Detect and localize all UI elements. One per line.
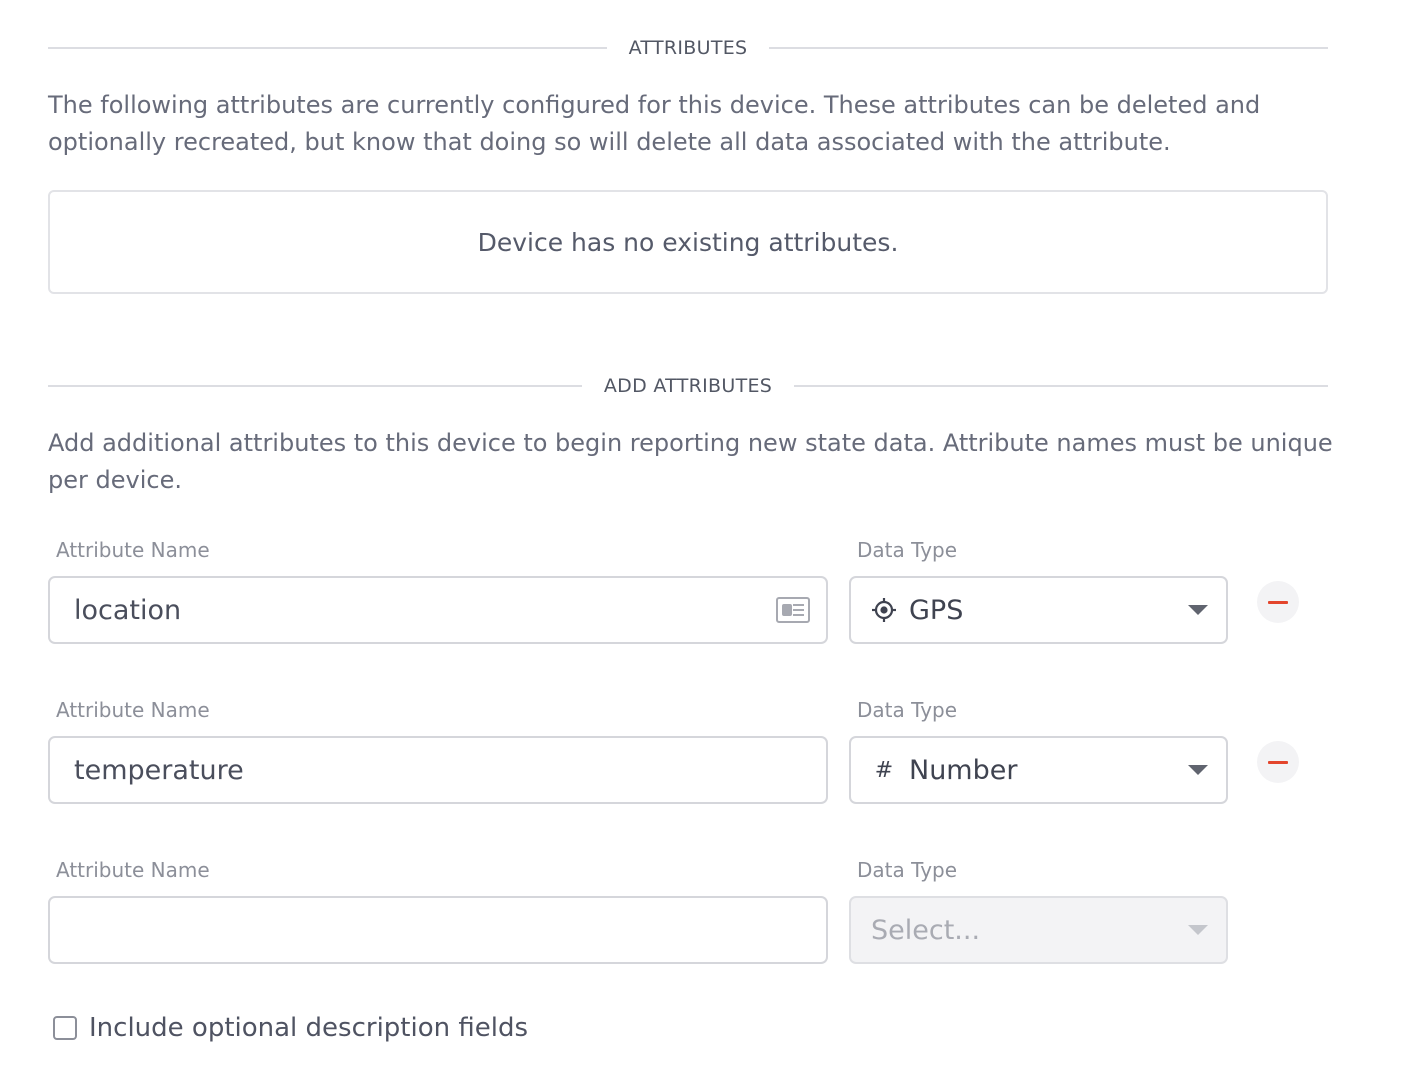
data-type-value: GPS bbox=[909, 594, 964, 626]
attribute-row bbox=[0, 538, 1410, 668]
crosshair-icon bbox=[871, 597, 897, 623]
attribute-name-label: Attribute Name bbox=[56, 698, 210, 722]
data-type-select[interactable] bbox=[849, 576, 1228, 644]
existing-attributes-empty-state bbox=[48, 190, 1328, 294]
attributes-section-title: ATTRIBUTES bbox=[628, 37, 748, 59]
attribute-name-input[interactable] bbox=[48, 736, 828, 804]
attribute-name-input[interactable] bbox=[48, 576, 828, 644]
attribute-name-input[interactable] bbox=[48, 896, 828, 964]
data-type-label: Data Type bbox=[857, 698, 958, 722]
data-type-placeholder: Select... bbox=[871, 914, 981, 946]
attribute-name-value: location bbox=[74, 594, 182, 626]
hash-icon: # bbox=[874, 757, 894, 783]
remove-attribute-button[interactable] bbox=[1257, 581, 1299, 623]
divider-line bbox=[48, 47, 607, 49]
include-description-label[interactable]: Include optional description fields bbox=[89, 1013, 529, 1043]
attributes-section-header bbox=[48, 33, 1328, 63]
empty-state-message: Device has no existing attributes. bbox=[477, 227, 899, 257]
divider-line bbox=[769, 47, 1328, 49]
include-description-checkbox[interactable] bbox=[53, 1016, 77, 1040]
data-type-select[interactable] bbox=[849, 736, 1228, 804]
data-type-select[interactable] bbox=[849, 896, 1228, 964]
contact-card-icon bbox=[776, 597, 810, 623]
divider-line bbox=[794, 385, 1328, 387]
chevron-down-icon bbox=[1188, 605, 1208, 615]
data-type-label: Data Type bbox=[857, 858, 958, 882]
attribute-name-label: Attribute Name bbox=[56, 858, 210, 882]
attribute-name-label: Attribute Name bbox=[56, 538, 210, 562]
chevron-down-icon bbox=[1188, 765, 1208, 775]
add-attributes-section-header bbox=[48, 371, 1328, 401]
minus-icon bbox=[1268, 761, 1288, 764]
divider-line bbox=[48, 385, 582, 387]
chevron-down-icon bbox=[1188, 925, 1208, 935]
add-attributes-description: Add additional attributes to this device to begin reporting new state data. Attribute names must be unique per device. bbox=[48, 429, 1333, 494]
add-attributes-section-title: ADD ATTRIBUTES bbox=[603, 375, 773, 397]
remove-attribute-button[interactable] bbox=[1257, 741, 1299, 783]
data-type-value: Number bbox=[909, 754, 1018, 786]
include-description-option[interactable] bbox=[53, 1009, 528, 1047]
attribute-row bbox=[0, 698, 1410, 828]
data-type-label: Data Type bbox=[857, 538, 958, 562]
minus-icon bbox=[1268, 601, 1288, 604]
attribute-row bbox=[0, 858, 1410, 988]
attributes-description: The following attributes are currently configured for this device. These attributes can be deleted and optionally recreated, but know that doing so will delete all data associated with the attribute. bbox=[48, 91, 1261, 156]
attribute-name-value: temperature bbox=[74, 754, 244, 786]
